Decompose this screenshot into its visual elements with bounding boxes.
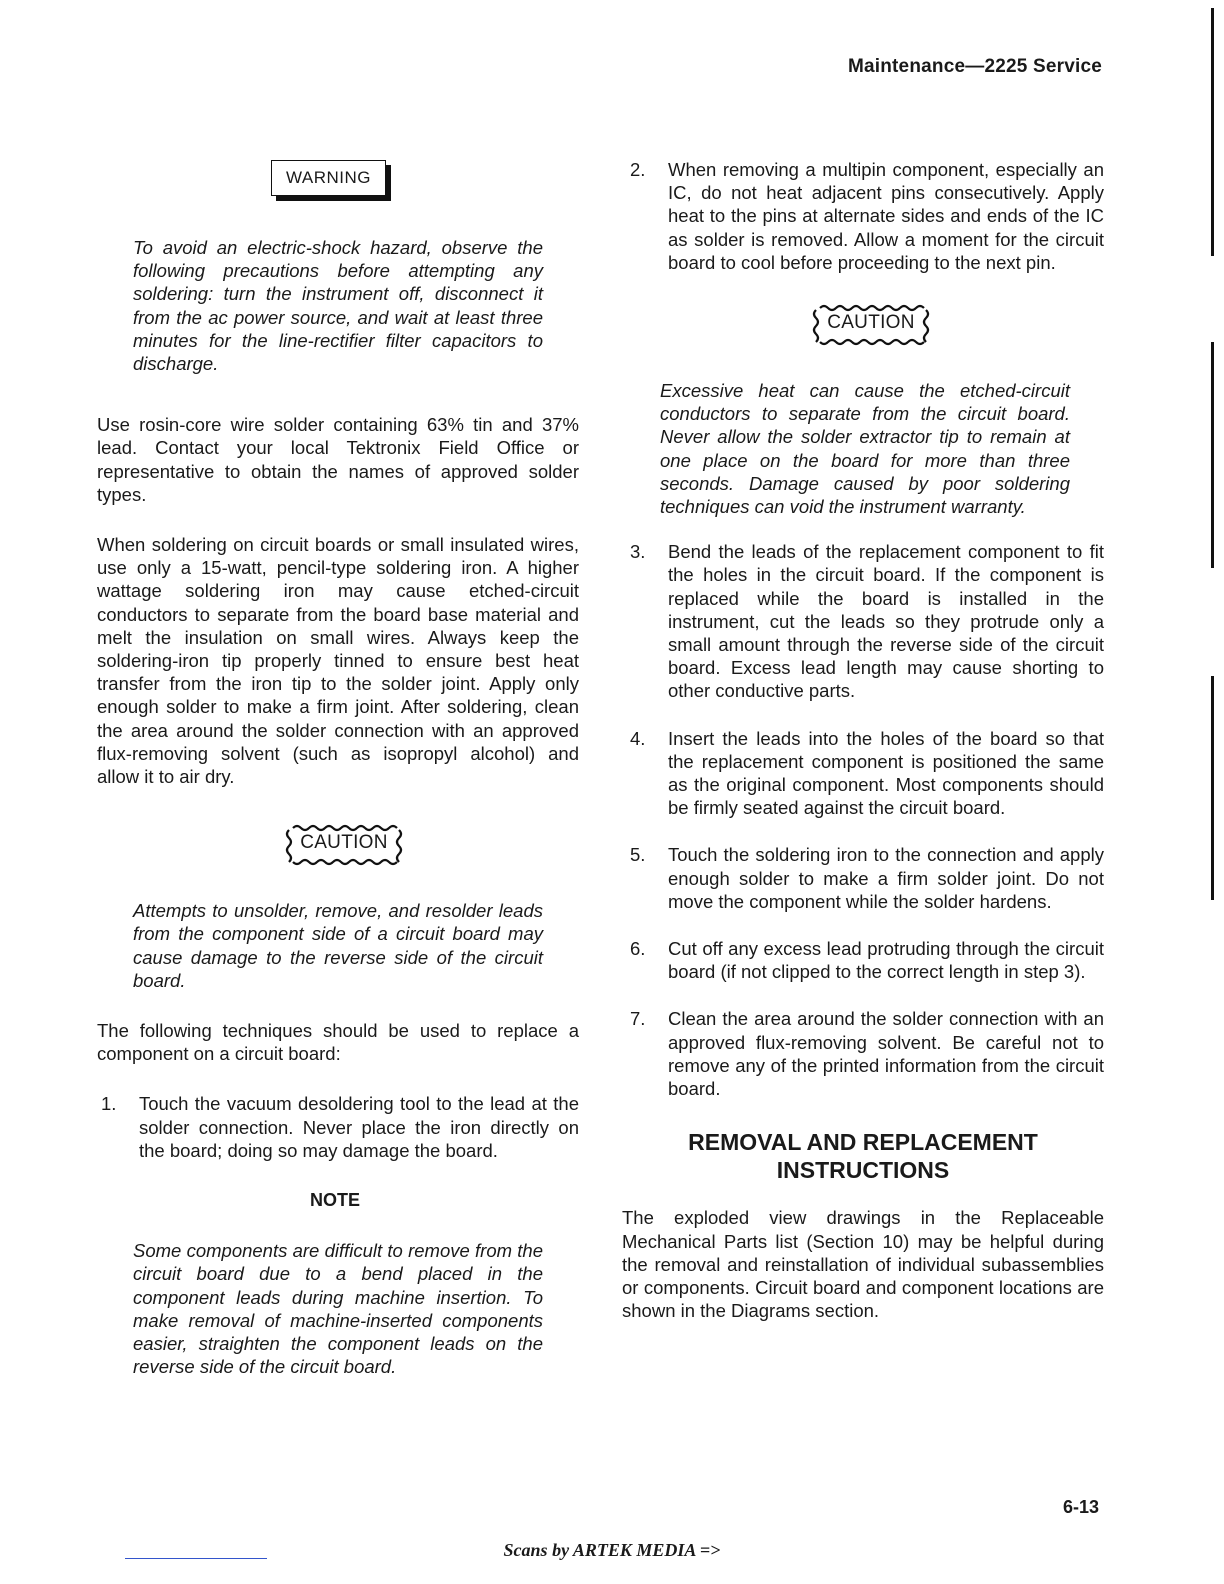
warning-text: To avoid an electric-shock hazard, observe the following precautions before attempting any soldering: turn the instrument off, disconnect it from the ac power source, and wait at least three minutes for the line-rectifier filter capacitors to discharge. (133, 237, 543, 375)
caution-text: Attempts to unsolder, remove, and resolder leads from the component side of a circuit board may cause damage to the reverse side of the circuit board. (133, 900, 543, 991)
caution-text: Excessive heat can cause the etched-circuit conductors to separate from the circuit board. Never allow the solder extractor tip to remain at one place on the board for more than three seconds. Damage caused by poor soldering techniques can void the instrument warranty. (660, 380, 1070, 518)
step-text: Touch the vacuum desoldering tool to the lead at the solder connection. Never place the iron directly on the board; doing so may damage the board. (139, 1093, 579, 1161)
step-text: Cut off any excess lead protruding through the circuit board (if not clipped to the correct length in step 3). (668, 938, 1104, 983)
footer-credit: Scans by ARTEK MEDIA => (503, 1540, 721, 1560)
list-item (622, 158, 1104, 274)
step-number: 1. (101, 1093, 117, 1115)
steps-list (622, 540, 1104, 1100)
step-text: Touch the soldering iron to the connection and apply enough solder to make a firm solder joint. Do not move the component while the solder hardens. (668, 844, 1104, 912)
list-item (622, 540, 1104, 702)
page-number: 6-13 (1062, 1497, 1099, 1517)
step-number: 4. (630, 727, 646, 749)
caution-badge (281, 822, 579, 871)
step-number: 3. (630, 541, 646, 563)
step-number: 2. (630, 159, 646, 180)
techniques-paragraph: The following techniques should be used to replace a component on a circuit board: (97, 1020, 579, 1065)
caution-label: CAUTION (300, 832, 388, 854)
note-heading: NOTE (309, 1190, 360, 1211)
step-text: When removing a multipin component, especially an IC, do not heat adjacent pins consecutively. Apply heat to the pins at alternate sides and ends of the IC as solder is removed. Allow a moment for the circuit board to cool before proceeding to the next pin. (668, 159, 1104, 273)
section-paragraph: The exploded view drawings in the Replaceable Mechanical Parts list (Section 10) may be helpful during the removal and reinstallation of individual subassemblies or components. Circuit board and component locations are shown in the Diagrams section. (622, 1207, 1104, 1322)
step-number: 6. (630, 938, 646, 960)
warning-label: WARNING (271, 160, 386, 196)
step-text: Clean the area around the solder connection with an approved flux-removing solvent. Be careful not to remove any of the printed information from the circuit board. (668, 1008, 1104, 1100)
list-item (622, 1007, 1104, 1100)
warning-box-wrap (271, 160, 579, 196)
left-column (97, 160, 579, 1378)
list-item (97, 1092, 579, 1162)
step-text: Bend the leads of the replacement component to fit the holes in the circuit board. If the component is replaced while the board is installed in the instrument, cut the leads so they protrude only a small amount through the reverse side of the circuit board. Excess lead length may cause shorting to other conductive parts. (668, 541, 1104, 702)
right-column (622, 158, 1104, 1322)
list-item (622, 937, 1104, 983)
list-item (622, 843, 1104, 913)
page-header: Maintenance—2225 Service (847, 56, 1102, 77)
revision-bar (1211, 676, 1214, 900)
list-item (622, 727, 1104, 820)
revision-bar (1211, 8, 1214, 256)
section-heading: REMOVAL AND REPLACEMENT INSTRUCTIONS (688, 1129, 1038, 1184)
soldering-paragraph: When soldering on circuit boards or small insulated wires, use only a 15-watt, pencil-type soldering iron. A higher wattage soldering iron may cause etched-circuit conductors to separate from the board base material and melt the insulation on small wires. Always keep the soldering-iron tip properly tinned to ensure best heat transfer from the iron tip to the solder joint. Apply only enough solder to make a firm joint. After soldering, clean the area around the solder connection with an approved flux-removing solvent (such as isopropyl alcohol) and allow it to air dry. (97, 534, 579, 788)
step-number: 7. (630, 1008, 646, 1030)
step-text: Insert the leads into the holes of the board so that the replacement component is positioned the same as the original component. Most components should be firmly seated against the circuit board. (668, 727, 1104, 819)
note-text: Some components are difficult to remove from the circuit board due to a bend placed in the component leads during machine insertion. To make removal of machine-inserted components easier, straighten the component leads on the reverse side of the circuit board. (133, 1240, 543, 1378)
steps-list (97, 1092, 579, 1162)
step-number: 5. (630, 844, 646, 866)
caution-label: CAUTION (827, 312, 915, 334)
steps-list (622, 158, 1104, 274)
caution-badge (808, 302, 1104, 351)
solder-paragraph: Use rosin-core wire solder containing 63% tin and 37% lead. Contact your local Tektronix Field Office or representative to obtain the names of approved solder types. (97, 414, 579, 505)
revision-bar (1211, 342, 1214, 568)
